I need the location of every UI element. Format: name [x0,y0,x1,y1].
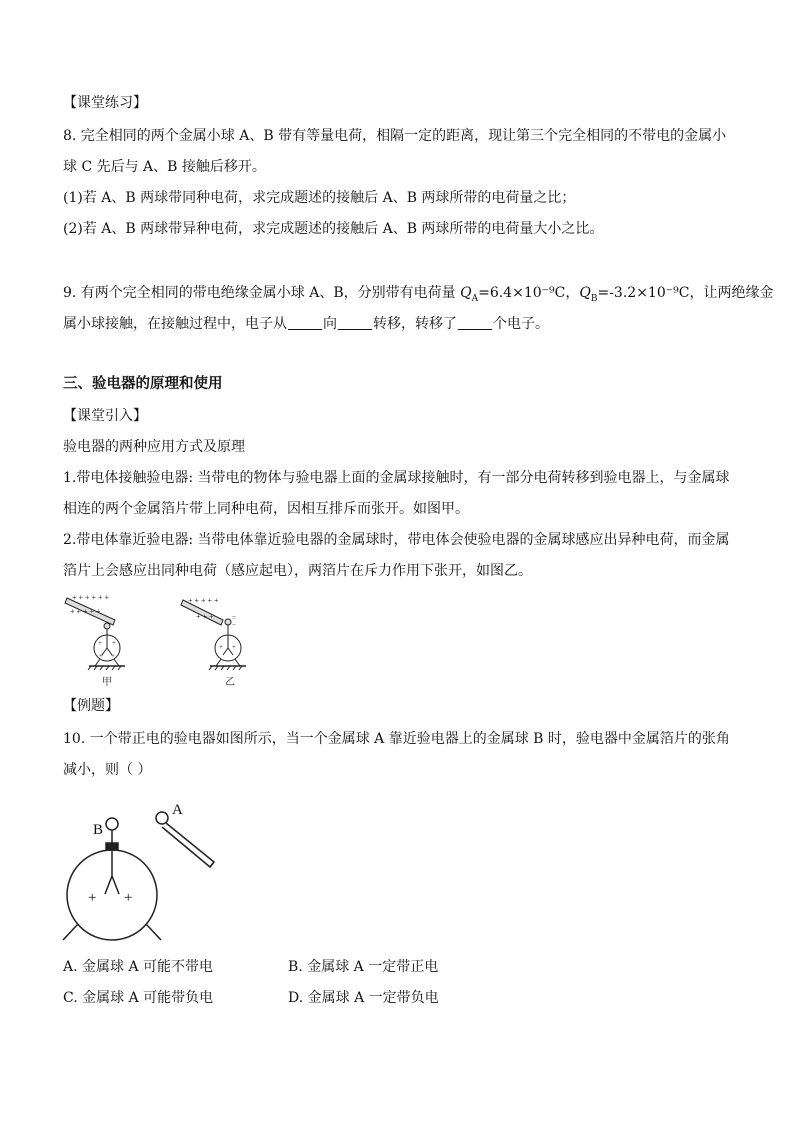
section-title: 三、验电器的原理和使用 [63,376,223,392]
plus-right: + [124,890,133,906]
label-b: B [93,822,104,838]
q10-line1: 10. 一个带正电的验电器如图所示，当一个金属球 A 靠近验电器上的金属球 B 时，验电器中金属箔片的张角 [63,731,730,747]
electroscope-figures [60,592,260,688]
svg-text:+: + [232,643,236,651]
label-a: A [172,802,183,818]
q9-line2: 属小球接触，在接触过程中，电子从 向 转移，转移了 个电子。 [63,316,549,332]
svg-text:+ + + + +: + + + + + [188,596,219,605]
choice-b[interactable]: B. 金属球 A 一定带正电 [288,959,439,975]
svg-text:=: = [232,614,236,622]
principle-1-line1: 1.带电体接触验电器: 当带电的物体与验电器上面的金属球接触时，有一部分电荷转移到验电器上，与金属球 [63,470,730,486]
svg-text:+: + [98,639,102,647]
q10-figure [60,796,230,946]
intro-subtitle: 验电器的两种应用方式及原理 [63,439,245,455]
svg-text:+: + [219,643,223,651]
answer-blank-2[interactable] [338,315,372,330]
answer-blank-1[interactable] [288,315,322,330]
q8-line2: 球 C 先后与 A、B 接触后移开。 [63,159,266,175]
svg-text:+: + [111,652,115,660]
principle-1-line2: 相连的两个金属箔片带上同种电荷，因相互排斥而张开。如图甲。 [63,501,469,517]
figure-jia-label: 甲 [102,677,112,688]
svg-text:+ + +: + + + [196,612,214,621]
figure-yi-label: 乙 [225,677,235,688]
choice-c[interactable]: C. 金属球 A 可能带负电 [63,990,214,1006]
q9-line1: 9. 有两个完全相同的带电绝缘金属小球 A、B，分别带有电荷量 $Q_A=6.4\times 10^{-9}C$，$Q_B=-3.2\times 10^{-9}C$，让两绝缘金 [63,285,774,304]
plus-left: + [88,890,97,906]
svg-text:+ + + + + +: + + + + + + [72,593,110,602]
svg-text:+: + [112,639,116,647]
q8-sub1: (1)若 A、B 两球带同种电荷，求完成题述的接触后 A、B 两球所带的电荷量之比； [63,190,576,206]
figure-yi [181,596,246,670]
q8-sub2: (2)若 A、B 两球带异种电荷，求完成题述的接触后 A、B 两球所带的电荷量大小之比。 [63,221,604,237]
q8-line1: 8. 完全相同的两个金属小球 A、B 带有等量电荷，相隔一定的距离，现让第三个完全相同的不带电的金属小 [63,128,727,144]
principle-2-line1: 2.带电体靠近验电器: 当带电体靠近验电器的金属球时，带电体会使验电器的金属球感应出异种电荷，而金属 [63,532,730,548]
figure-jia [65,593,125,670]
choice-d[interactable]: D. 金属球 A 一定带负电 [288,990,439,1006]
answer-blank-3[interactable] [458,315,492,330]
principle-2-line2: 箔片上会感应出同种电荷（感应起电），两箔片在斥力作用下张开，如图乙。 [63,563,532,579]
svg-text:+ + + + +: + + + + + [70,607,101,616]
svg-text:−: − [232,621,236,629]
practice-header: 【课堂练习】 [63,95,147,111]
example-header: 【例题】 [63,698,119,714]
svg-text:+: + [99,652,103,660]
q10-line2: 减小，则（ ） [63,762,152,778]
choice-a[interactable]: A. 金属球 A 可能不带电 [63,959,214,975]
intro-header: 【课堂引入】 [63,408,147,424]
